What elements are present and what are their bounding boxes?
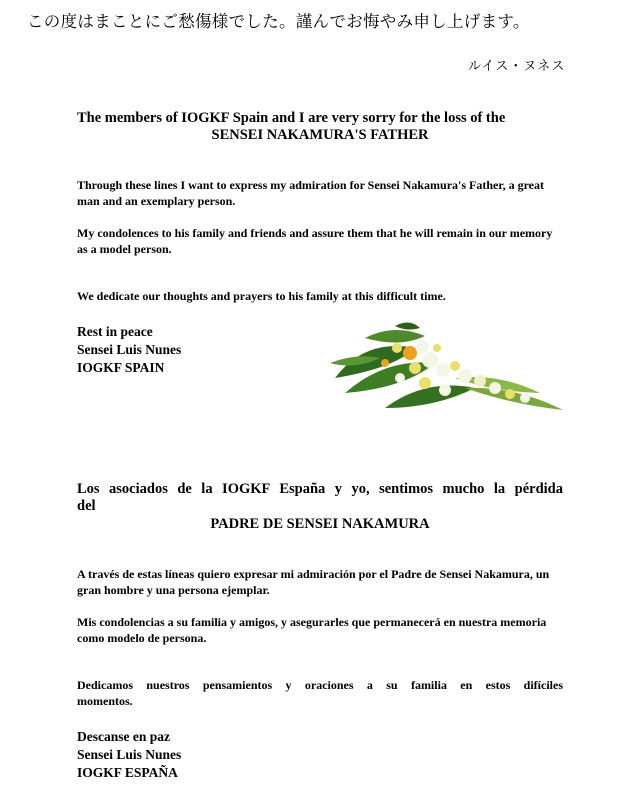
- spanish-signature-block: [77, 728, 277, 782]
- spanish-paragraph-2: Mis condolencias a su familia y amigos, y asegurarles que permanecerá en nuestra memoria como modelo de persona.: [77, 615, 547, 645]
- spanish-signer-name: Sensei Luis Nunes: [77, 747, 182, 762]
- spanish-intro: [77, 481, 563, 533]
- english-subject: SENSEI NAKAMURA'S FATHER: [211, 127, 429, 143]
- spanish-subject: PADRE DE SENSEI NAKAMURA: [210, 516, 430, 532]
- spanish-organization: IOGKF ESPAÑA: [77, 765, 178, 780]
- spanish-paragraph-3-line-1: Dedicamos nuestros pensamientos y oraciones a su familia en estos difíciles: [77, 678, 563, 692]
- english-intro-line: The members of IOGKF Spain and I are very sorry for the loss of the: [77, 110, 506, 126]
- spanish-paragraph-3: [77, 677, 563, 709]
- english-intro: [77, 110, 563, 144]
- english-signer-name: Sensei Luis Nunes: [77, 342, 182, 357]
- spanish-closing: Descanse en paz: [77, 729, 170, 744]
- spanish-intro-line-2: del: [77, 498, 96, 514]
- spanish-intro-line-1: Los asociados de la IOGKF España y yo, sentimos mucho la pérdida: [77, 481, 563, 497]
- spanish-paragraph-3-line-2: momentos.: [77, 694, 133, 708]
- japanese-condolence: この度はまことにご愁傷様でした。謹んでお悔やみ申し上げます。: [27, 12, 530, 31]
- japanese-signature: ルイス・ヌネス: [468, 59, 566, 74]
- english-paragraph-2: My condolences to his family and friends and assure them that he will remain in our memory as a model person.: [77, 226, 553, 256]
- spanish-paragraph-1: A través de estas líneas quiero expresar mi admiración por el Padre de Sensei Nakamura, un gran hombre y una persona ejemplar.: [77, 567, 550, 597]
- english-paragraph-3: We dedicate our thoughts and prayers to his family at this difficult time.: [77, 289, 446, 303]
- english-paragraph-1: Through these lines I want to express my admiration for Sensei Nakamura's Father, a great man and an exemplary person.: [77, 178, 545, 208]
- english-organization: IOGKF SPAIN: [77, 360, 165, 375]
- flower-bouquet-icon: [325, 318, 565, 418]
- english-closing: Rest in peace: [77, 324, 153, 339]
- english-signature-block: [77, 323, 277, 377]
